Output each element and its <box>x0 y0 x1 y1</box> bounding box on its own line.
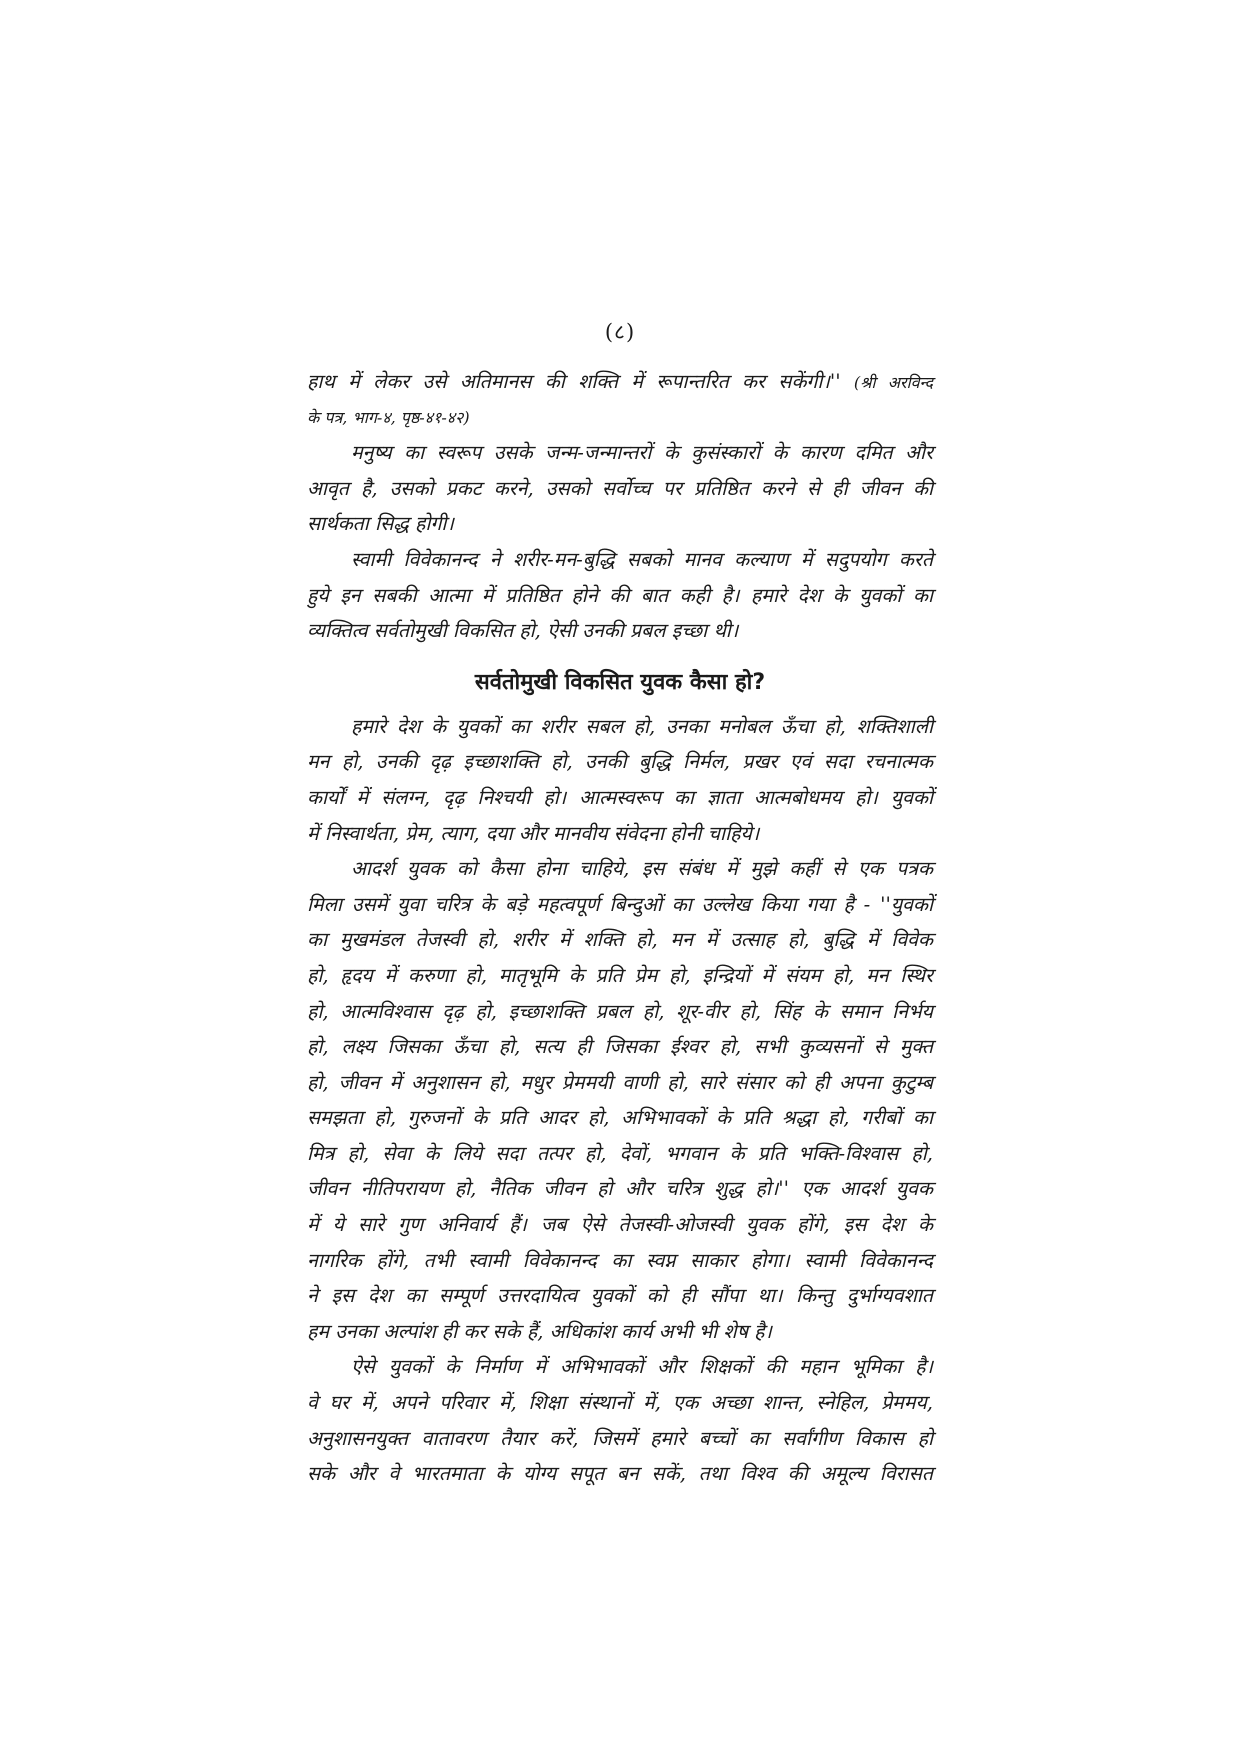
text-line: आवृत है, उसको प्रकट करने, उसको सर्वोच्च पर प्रतिष्ठित करने से ही जीवन की <box>307 476 933 500</box>
paragraph-5 <box>307 1349 933 1491</box>
text-line: नागरिक होंगे, तभी स्वामी विवेकानन्द का स्वप्न साकार होगा। स्वामी विवेकानन्द <box>307 1248 933 1272</box>
intro-quote-continuation <box>307 364 933 435</box>
text-line: जीवन नीतिपरायण हो, नैतिक जीवन हो और चरित्र शुद्ध हो।'' एक आदर्श युवक <box>307 1177 933 1201</box>
document-page <box>307 318 933 1492</box>
text-line: मनुष्य का स्वरूप उसके जन्म-जन्मान्तरों के कुसंस्कारों के कारण दमित और <box>351 441 933 465</box>
paragraph-2 <box>307 542 933 649</box>
citation-line: के पत्र, भाग-४, पृष्ठ-४१-४२) <box>307 407 470 427</box>
paragraph-1 <box>307 435 933 542</box>
text-line: ऐसे युवकों के निर्माण में अभिभावकों और शिक्षकों की महान भूमिका है। <box>351 1355 933 1379</box>
text-line: मित्र हो, सेवा के लिये सदा तत्पर हो, देवों, भगवान के प्रति भक्ति-विश्वास हो, <box>307 1141 933 1165</box>
text-line: हमारे देश के युवकों का शरीर सबल हो, उनका मनोबल ऊँचा हो, शक्तिशाली <box>351 714 933 738</box>
text-line: हुये इन सबकी आत्मा में प्रतिष्ठित होने की बात कही है। हमारे देश के युवकों का <box>307 583 933 607</box>
text-line: सार्थकता सिद्ध होगी। <box>307 512 454 536</box>
text-line: कार्यों में संलग्न, दृढ़ निश्चयी हो। आत्मस्वरूप का ज्ञाता आत्मबोधमय हो। युवकों <box>307 785 933 809</box>
text-line: हो, लक्ष्य जिसका ऊँचा हो, सत्य ही जिसका ईश्वर हो, सभी कुव्यसनों से मुक्त <box>307 1035 933 1059</box>
text-line: हो, आत्मविश्वास दृढ़ हो, इच्छाशक्ति प्रबल हो, शूर-वीर हो, सिंह के समान निर्भय <box>307 999 933 1023</box>
text-line: हो, जीवन में अनुशासन हो, मधुर प्रेममयी वाणी हो, सारे संसार को ही अपना कुटुम्ब <box>307 1070 933 1094</box>
text-line: हो, हृदय में करुणा हो, मातृभूमि के प्रति प्रेम हो, इन्द्रियों में संयम हो, मन स्थिर <box>307 963 933 987</box>
quote-text: हाथ में लेकर उसे अतिमानस की शक्ति में रूपान्तरित कर सकेंगी।'' <box>307 370 841 393</box>
text-line: अनुशासनयुक्त वातावरण तैयार करें, जिसमें हमारे बच्चों का सर्वांगीण विकास हो <box>307 1426 933 1450</box>
text-line: ने इस देश का सम्पूर्ण उत्तरदायित्व युवकों को ही सौंपा था। किन्तु दुर्भाग्यवशात <box>307 1284 933 1308</box>
text-line: व्यक्तित्व सर्वतोमुखी विकसित हो, ऐसी उनकी प्रबल इच्छा थी। <box>307 619 739 643</box>
text-line: वे घर में, अपने परिवार में, शिक्षा संस्थानों में, एक अच्छा शान्त, स्नेहिल, प्रेममय, <box>307 1391 933 1415</box>
text-line: हम उनका अल्पांश ही कर सके हैं, अधिकांश कार्य अभी भी शेष है। <box>307 1319 772 1343</box>
paragraph-4 <box>307 851 933 1349</box>
text-line: का मुखमंडल तेजस्वी हो, शरीर में शक्ति हो, मन में उत्साह हो, बुद्धि में विवेक <box>307 928 933 952</box>
page-number: (८) <box>604 320 636 344</box>
text-line: आदर्श युवक को कैसा होना चाहिये, इस संबंध में मुझे कहीं से एक पत्रक <box>351 857 933 881</box>
text-line: में ये सारे गुण अनिवार्य हैं। जब ऐसे तेजस्वी-ओजस्वी युवक होंगे, इस देश के <box>307 1213 933 1237</box>
text-line: सके और वे भारतमाता के योग्य सपूत बन सकें, तथा विश्व की अमूल्य विरासत <box>307 1462 933 1486</box>
text-line: स्वामी विवेकानन्द ने शरीर-मन-बुद्धि सबको मानव कल्याण में सदुपयोग करते <box>351 547 933 571</box>
text-line: समझता हो, गुरुजनों के प्रति आदर हो, अभिभावकों के प्रति श्रद्धा हो, गरीबों का <box>307 1106 933 1130</box>
text-line: मन हो, उनकी दृढ़ इच्छाशक्ति हो, उनकी बुद्धि निर्मल, प्रखर एवं सदा रचनात्मक <box>307 750 933 774</box>
citation-text: (श्री अरविन्द <box>853 373 933 392</box>
section-heading: सर्वतोमुखी विकसित युवक कैसा हो? <box>474 669 766 695</box>
text-line <box>307 364 933 400</box>
text-line: मिला उसमें युवा चरित्र के बड़े महत्वपूर्ण बिन्दुओं का उल्लेख किया गया है - ''युवकों <box>307 892 933 916</box>
paragraph-3 <box>307 709 933 851</box>
text-line: में निस्वार्थता, प्रेम, त्याग, दया और मानवीय संवेदना होनी चाहिये। <box>307 821 760 845</box>
